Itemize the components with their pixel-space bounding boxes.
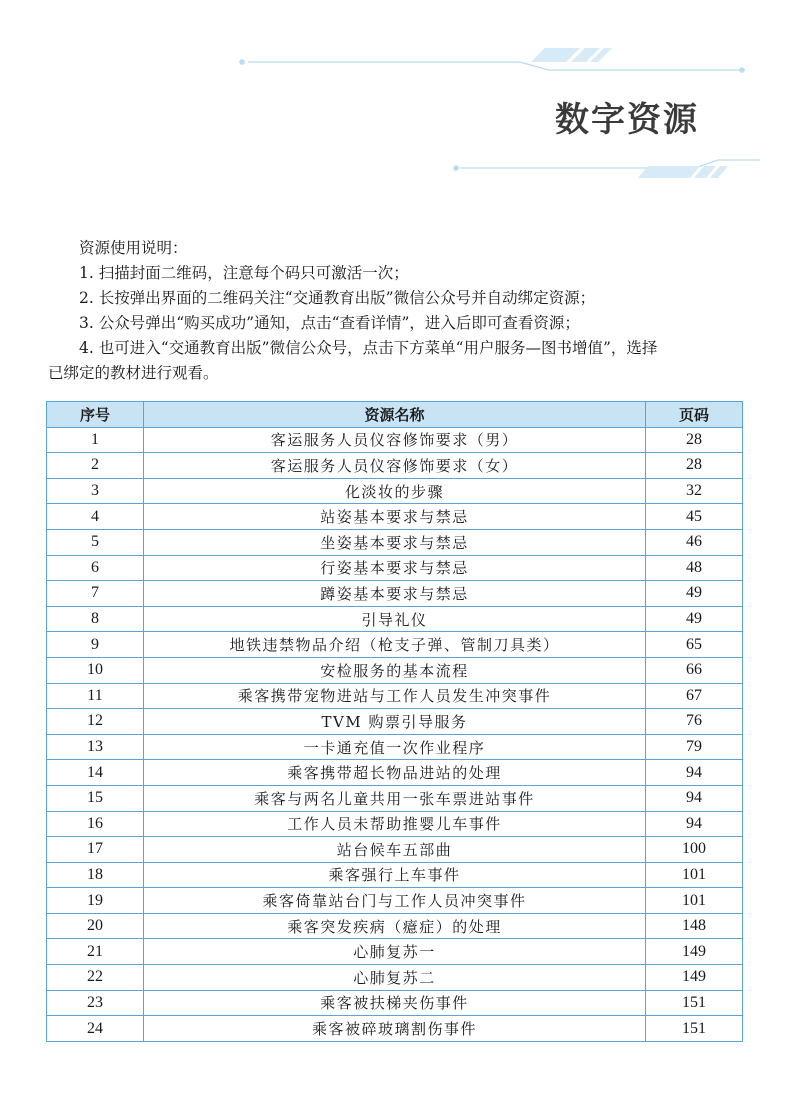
row-number: 16 bbox=[47, 811, 144, 837]
resource-name: 安检服务的基本流程 bbox=[144, 657, 646, 683]
resource-name: 乘客倚靠站台门与工作人员冲突事件 bbox=[144, 888, 646, 914]
row-number: 2 bbox=[47, 453, 144, 479]
page-number: 65 bbox=[646, 632, 743, 658]
table-row bbox=[47, 478, 743, 504]
page-number: 94 bbox=[646, 785, 743, 811]
table-row bbox=[47, 965, 743, 991]
row-number: 9 bbox=[47, 632, 144, 658]
page-number: 100 bbox=[646, 837, 743, 863]
page-number: 149 bbox=[646, 965, 743, 991]
table-row bbox=[47, 990, 743, 1016]
column-header-number: 序号 bbox=[47, 402, 144, 428]
table-row bbox=[47, 581, 743, 607]
resource-name: 站姿基本要求与禁忌 bbox=[144, 504, 646, 530]
resource-name: 乘客被碎玻璃割伤事件 bbox=[144, 1016, 646, 1042]
row-number: 10 bbox=[47, 657, 144, 683]
instruction-line: 1. 扫描封面二维码，注意每个码只可激活一次； bbox=[79, 264, 409, 282]
resource-name: 蹲姿基本要求与禁忌 bbox=[144, 581, 646, 607]
resource-name: 乘客携带宠物进站与工作人员发生冲突事件 bbox=[144, 683, 646, 709]
resource-name: 心肺复苏二 bbox=[144, 965, 646, 991]
usage-instructions bbox=[48, 236, 743, 386]
row-number: 5 bbox=[47, 529, 144, 555]
table-row bbox=[47, 683, 743, 709]
instruction-line: 4. 也可进入“交通教育出版”微信公众号，点击下方菜单“用户服务—图书增值”，选择 bbox=[79, 339, 658, 357]
row-number: 20 bbox=[47, 913, 144, 939]
column-header-page: 页码 bbox=[646, 402, 743, 428]
resource-name: 乘客携带超长物品进站的处理 bbox=[144, 760, 646, 786]
page-number: 48 bbox=[646, 555, 743, 581]
page-number: 28 bbox=[646, 453, 743, 479]
resource-name: 工作人员未帮助推婴儿车事件 bbox=[144, 811, 646, 837]
resource-name: 客运服务人员仪容修饰要求（女） bbox=[144, 453, 646, 479]
table-row bbox=[47, 785, 743, 811]
instructions-heading: 资源使用说明： bbox=[79, 239, 188, 257]
resource-name: 心肺复苏一 bbox=[144, 939, 646, 965]
table-row bbox=[47, 632, 743, 658]
page-number: 32 bbox=[646, 478, 743, 504]
page-title: 数字资源 bbox=[555, 100, 699, 140]
row-number: 6 bbox=[47, 555, 144, 581]
instruction-line: 3. 公众号弹出“购买成功”通知，点击“查看详情”，进入后即可查看资源； bbox=[79, 314, 580, 332]
page-number: 49 bbox=[646, 581, 743, 607]
table-row bbox=[47, 709, 743, 735]
resource-name: 化淡妆的步骤 bbox=[144, 478, 646, 504]
page-number: 101 bbox=[646, 862, 743, 888]
resource-name: 乘客突发疾病（癔症）的处理 bbox=[144, 913, 646, 939]
page-number: 101 bbox=[646, 888, 743, 914]
page-number: 66 bbox=[646, 657, 743, 683]
page-number: 151 bbox=[646, 1016, 743, 1042]
resource-name: 客运服务人员仪容修饰要求（男） bbox=[144, 427, 646, 453]
row-number: 3 bbox=[47, 478, 144, 504]
row-number: 13 bbox=[47, 734, 144, 760]
row-number: 18 bbox=[47, 862, 144, 888]
resource-name: 坐姿基本要求与禁忌 bbox=[144, 529, 646, 555]
row-number: 12 bbox=[47, 709, 144, 735]
page-number: 46 bbox=[646, 529, 743, 555]
table-row bbox=[47, 555, 743, 581]
row-number: 14 bbox=[47, 760, 144, 786]
page-number: 49 bbox=[646, 606, 743, 632]
resource-name: TVM 购票引导服务 bbox=[144, 709, 646, 735]
table-row bbox=[47, 734, 743, 760]
table-row bbox=[47, 1016, 743, 1042]
resource-name: 乘客强行上车事件 bbox=[144, 862, 646, 888]
resource-name: 引导礼仪 bbox=[144, 606, 646, 632]
page-number: 94 bbox=[646, 760, 743, 786]
table-row bbox=[47, 529, 743, 555]
row-number: 21 bbox=[47, 939, 144, 965]
table-row bbox=[47, 453, 743, 479]
row-number: 24 bbox=[47, 1016, 144, 1042]
table-row bbox=[47, 888, 743, 914]
table-row bbox=[47, 939, 743, 965]
row-number: 8 bbox=[47, 606, 144, 632]
row-number: 22 bbox=[47, 965, 144, 991]
page-number: 79 bbox=[646, 734, 743, 760]
table-row bbox=[47, 657, 743, 683]
resource-table bbox=[46, 401, 743, 1042]
resource-name: 乘客与两名儿童共用一张车票进站事件 bbox=[144, 785, 646, 811]
resource-name: 地铁违禁物品介绍（枪支子弹、管制刀具类） bbox=[144, 632, 646, 658]
page-number: 45 bbox=[646, 504, 743, 530]
table-row bbox=[47, 504, 743, 530]
table-row bbox=[47, 811, 743, 837]
resource-name: 站台候车五部曲 bbox=[144, 837, 646, 863]
table-row bbox=[47, 606, 743, 632]
page-number: 151 bbox=[646, 990, 743, 1016]
page-number: 76 bbox=[646, 709, 743, 735]
resource-name: 乘客被扶梯夹伤事件 bbox=[144, 990, 646, 1016]
table-row bbox=[47, 862, 743, 888]
table-row bbox=[47, 427, 743, 453]
row-number: 23 bbox=[47, 990, 144, 1016]
table-row bbox=[47, 837, 743, 863]
resource-name: 行姿基本要求与禁忌 bbox=[144, 555, 646, 581]
instruction-line: 已绑定的教材进行观看。 bbox=[48, 364, 219, 382]
row-number: 15 bbox=[47, 785, 144, 811]
resource-name: 一卡通充值一次作业程序 bbox=[144, 734, 646, 760]
column-header-name: 资源名称 bbox=[144, 402, 646, 428]
instruction-line: 2. 长按弹出界面的二维码关注“交通教育出版”微信公众号并自动绑定资源； bbox=[79, 289, 596, 307]
page-number: 28 bbox=[646, 427, 743, 453]
table-row bbox=[47, 760, 743, 786]
row-number: 7 bbox=[47, 581, 144, 607]
row-number: 1 bbox=[47, 427, 144, 453]
table-row bbox=[47, 913, 743, 939]
table-header-row bbox=[47, 402, 743, 428]
row-number: 11 bbox=[47, 683, 144, 709]
row-number: 17 bbox=[47, 837, 144, 863]
page-number: 149 bbox=[646, 939, 743, 965]
page-number: 148 bbox=[646, 913, 743, 939]
row-number: 4 bbox=[47, 504, 144, 530]
page-number: 94 bbox=[646, 811, 743, 837]
page-number: 67 bbox=[646, 683, 743, 709]
row-number: 19 bbox=[47, 888, 144, 914]
